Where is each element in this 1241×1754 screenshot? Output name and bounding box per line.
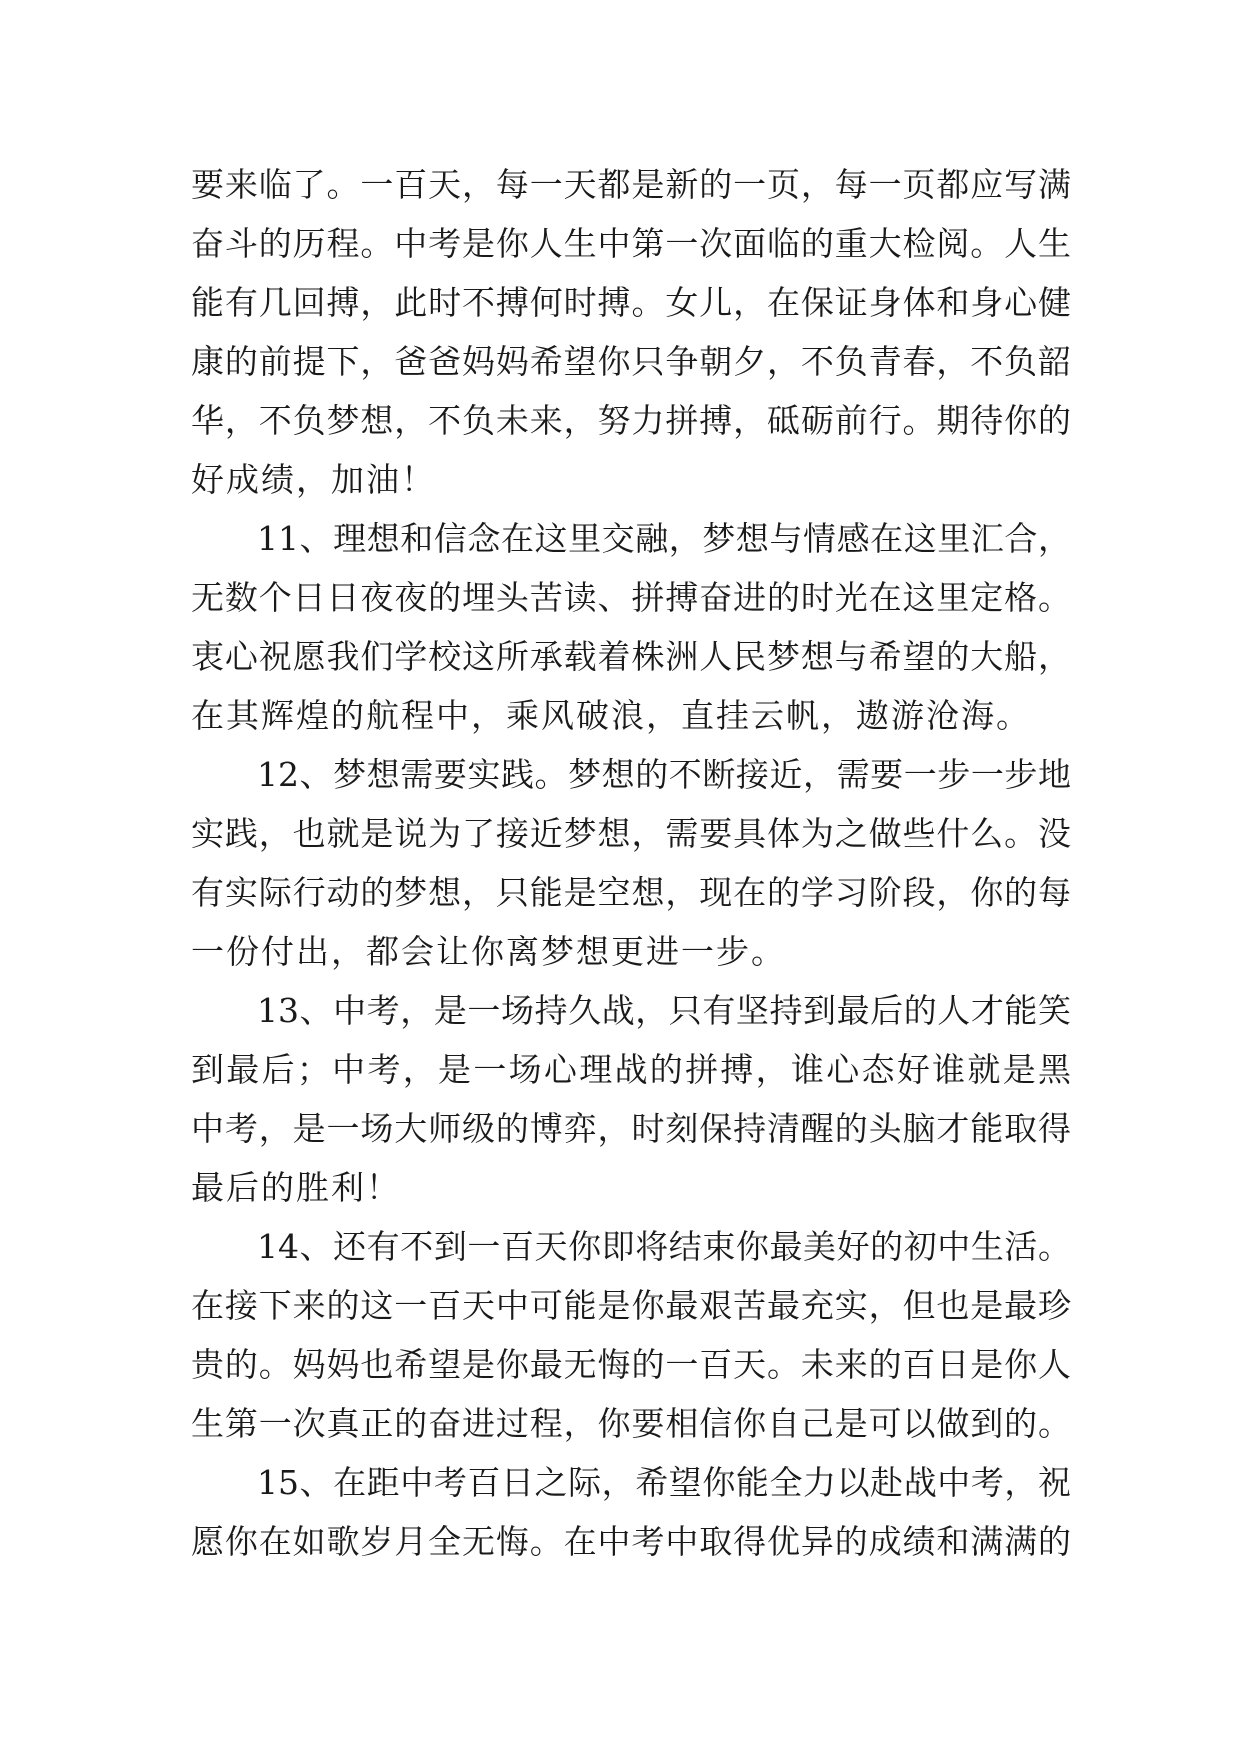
text-line: 14、还有不到一百天你即将结束你最美好的初中生活。 [257,1227,1071,1266]
text-line: 要来临了。一百天，每一天都是新的一页，每一页都应写满 [191,165,1071,204]
text-line: 贵的。妈妈也希望是你最无悔的一百天。未来的百日是你人 [191,1345,1071,1384]
text-line: 15、在距中考百日之际，希望你能全力以赴战中考，祝 [257,1463,1071,1502]
text-line: 好成绩，加油！ [191,460,436,499]
text-line: 11、理想和信念在这里交融，梦想与情感在这里汇合， [257,519,1071,558]
text-line: 中考，是一场大师级的博弈，时刻保持清醒的头脑才能取得 [191,1109,1071,1148]
paragraph-continuation [191,155,1071,509]
text-line: 最后的胜利！ [191,1168,401,1207]
paragraph-15 [191,1453,1071,1571]
text-line: 一份付出，都会让你离梦想更进一步。 [191,932,786,971]
paragraph-12 [191,745,1071,981]
text-line: 愿你在如歌岁月全无悔。在中考中取得优异的成绩和满满的 [191,1522,1071,1561]
text-line: 华，不负梦想，不负未来，努力拼搏，砥砺前行。期待你的 [191,401,1071,440]
text-line: 奋斗的历程。中考是你人生中第一次面临的重大检阅。人生 [191,224,1071,263]
text-line: 康的前提下，爸爸妈妈希望你只争朝夕，不负青春，不负韶 [191,342,1071,381]
text-line: 衷心祝愿我们学校这所承载着株洲人民梦想与希望的大船， [191,637,1071,676]
text-line: 生第一次真正的奋进过程，你要相信你自己是可以做到的。 [191,1404,1071,1443]
text-line: 在其辉煌的航程中，乘风破浪，直挂云帆，遨游沧海。 [191,696,1031,735]
text-line: 到最后；中考，是一场心理战的拼搏，谁心态好谁就是黑 [191,1050,1071,1089]
text-line: 12、梦想需要实践。梦想的不断接近，需要一步一步地 [257,755,1071,794]
text-line: 能有几回搏，此时不搏何时搏。女儿，在保证身体和身心健 [191,283,1071,322]
text-line: 有实际行动的梦想，只能是空想，现在的学习阶段，你的每 [191,873,1071,912]
text-line: 13、中考，是一场持久战，只有坚持到最后的人才能笑 [257,991,1071,1030]
document-body [191,155,1071,1571]
paragraph-11 [191,509,1071,745]
text-line: 实践，也就是说为了接近梦想，需要具体为之做些什么。没 [191,814,1071,853]
text-line: 无数个日日夜夜的埋头苦读、拼搏奋进的时光在这里定格。 [191,578,1071,617]
paragraph-13 [191,981,1071,1217]
paragraph-14 [191,1217,1071,1453]
text-line: 在接下来的这一百天中可能是你最艰苦最充实，但也是最珍 [191,1286,1071,1325]
